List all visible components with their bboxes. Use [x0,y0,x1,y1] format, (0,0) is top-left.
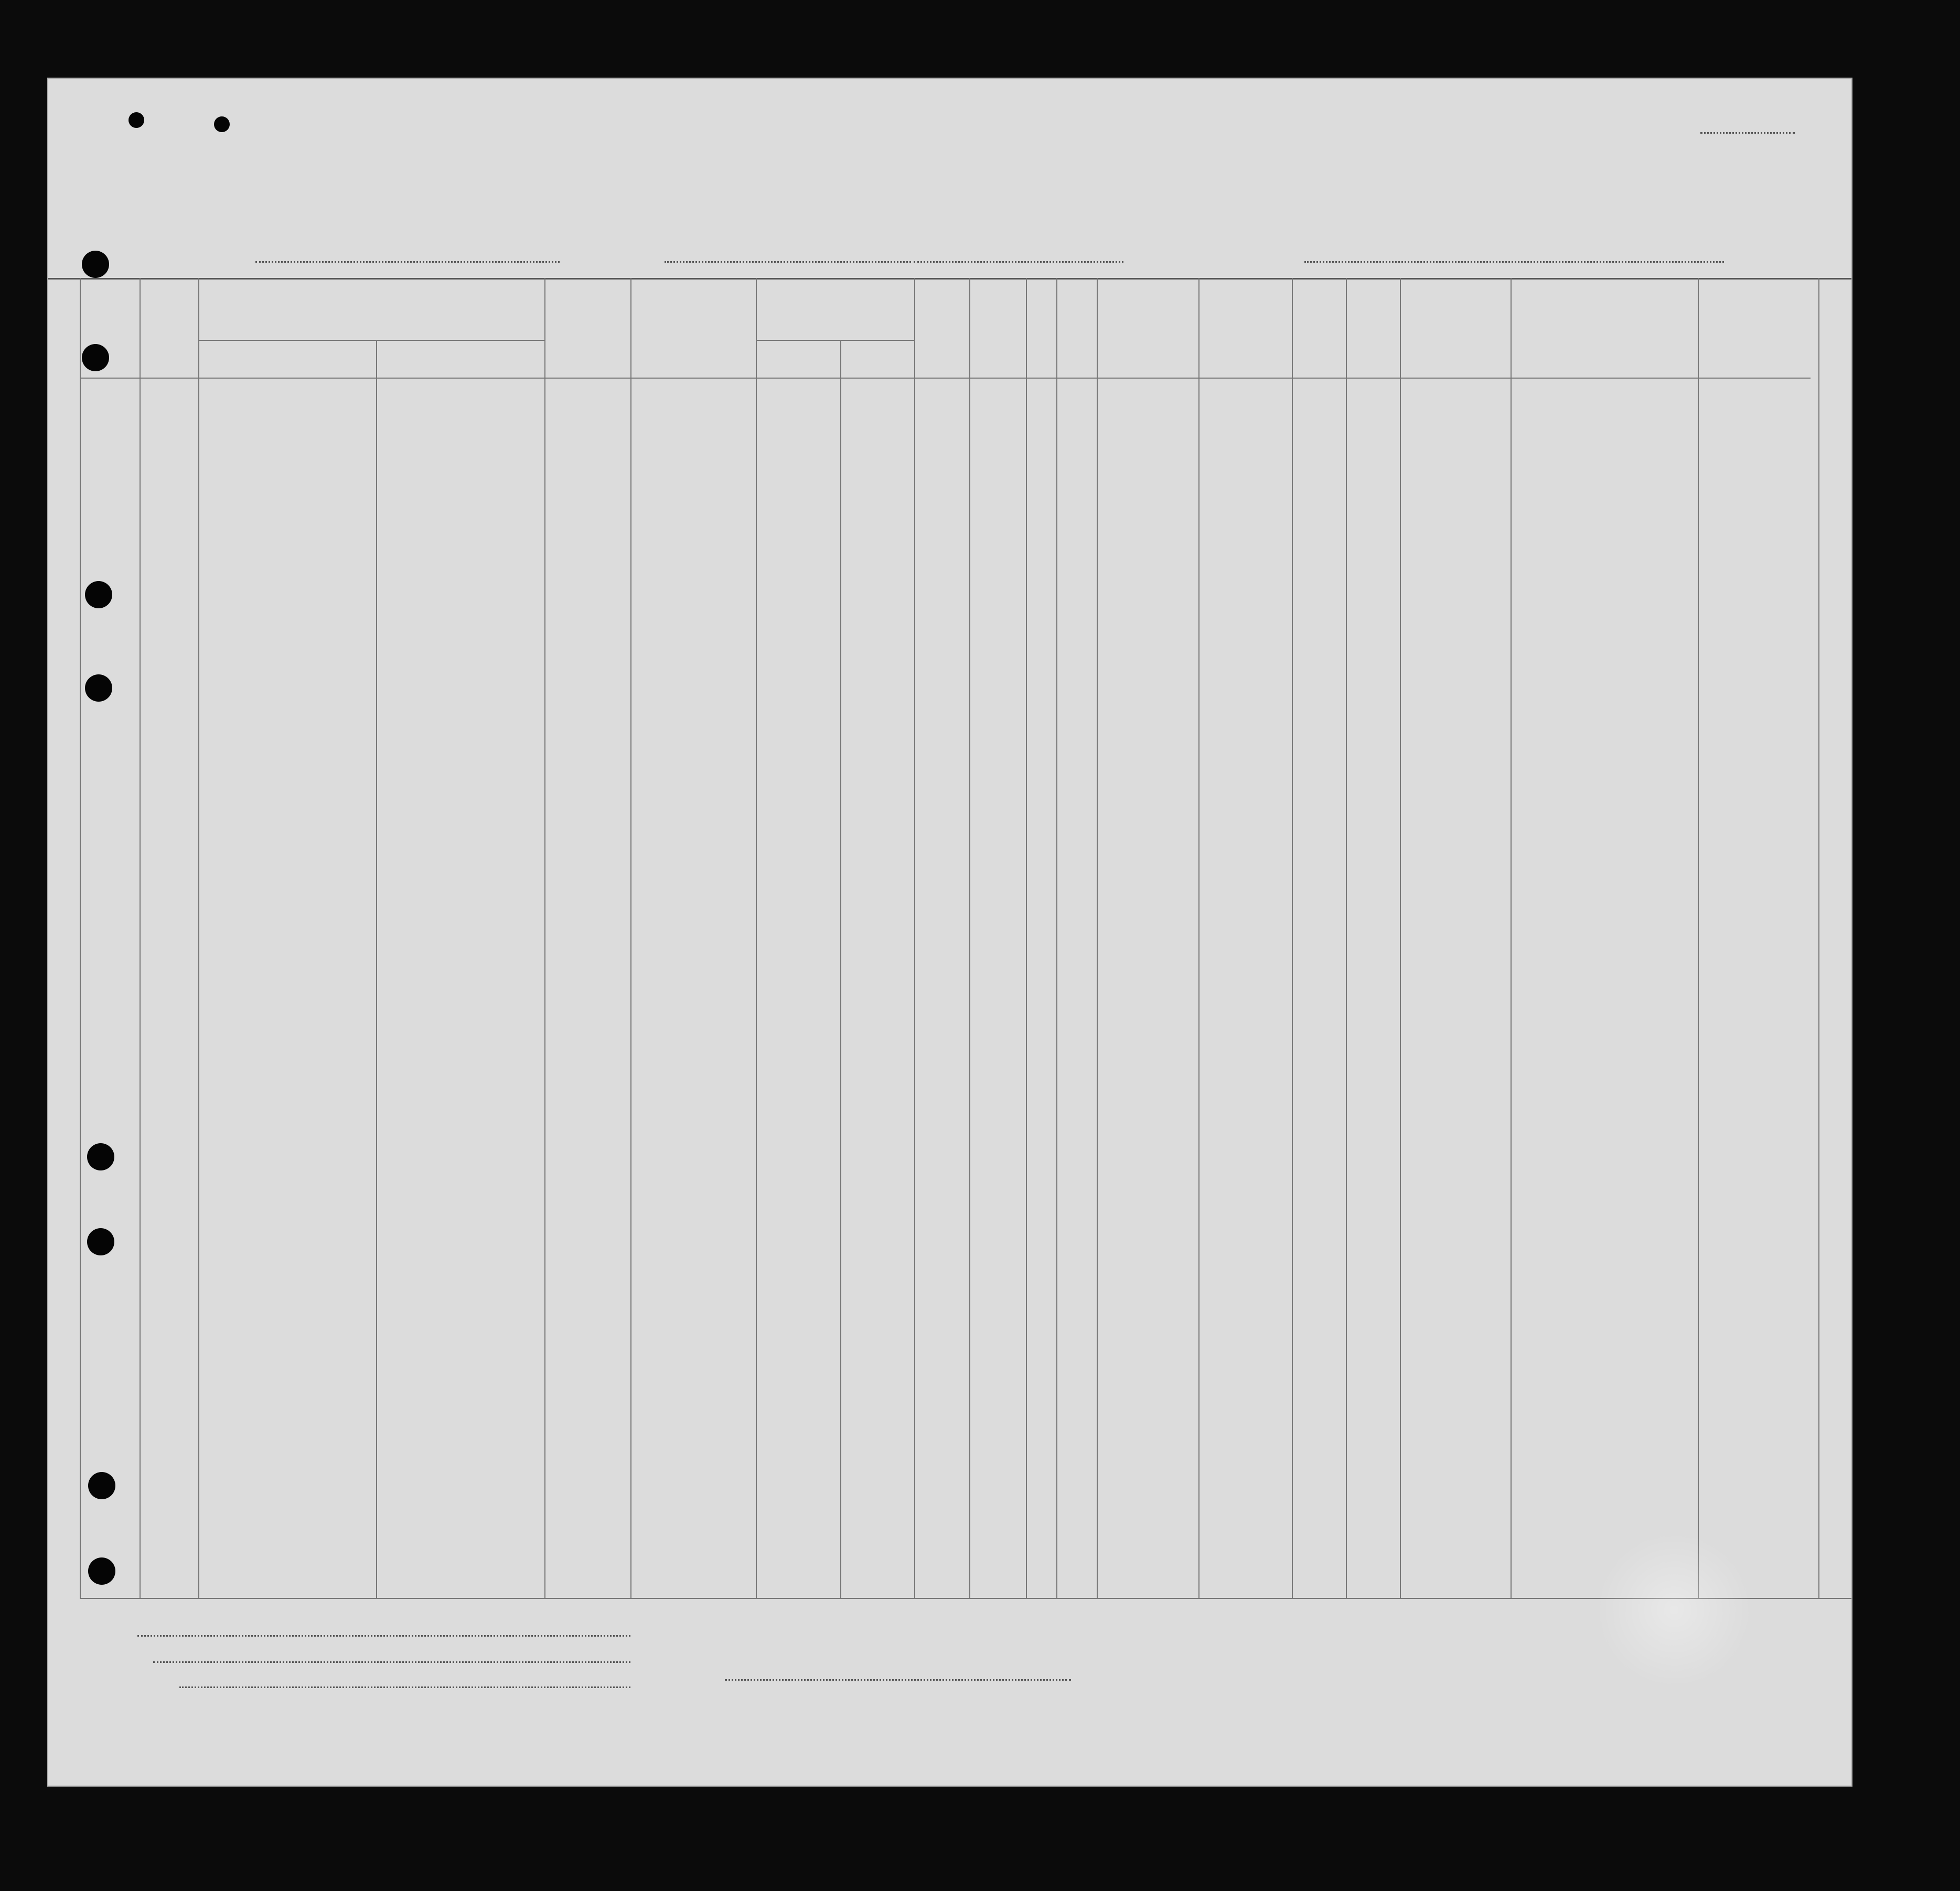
manifest-sheet [48,79,1851,1786]
embossed-seal [1595,1531,1753,1689]
